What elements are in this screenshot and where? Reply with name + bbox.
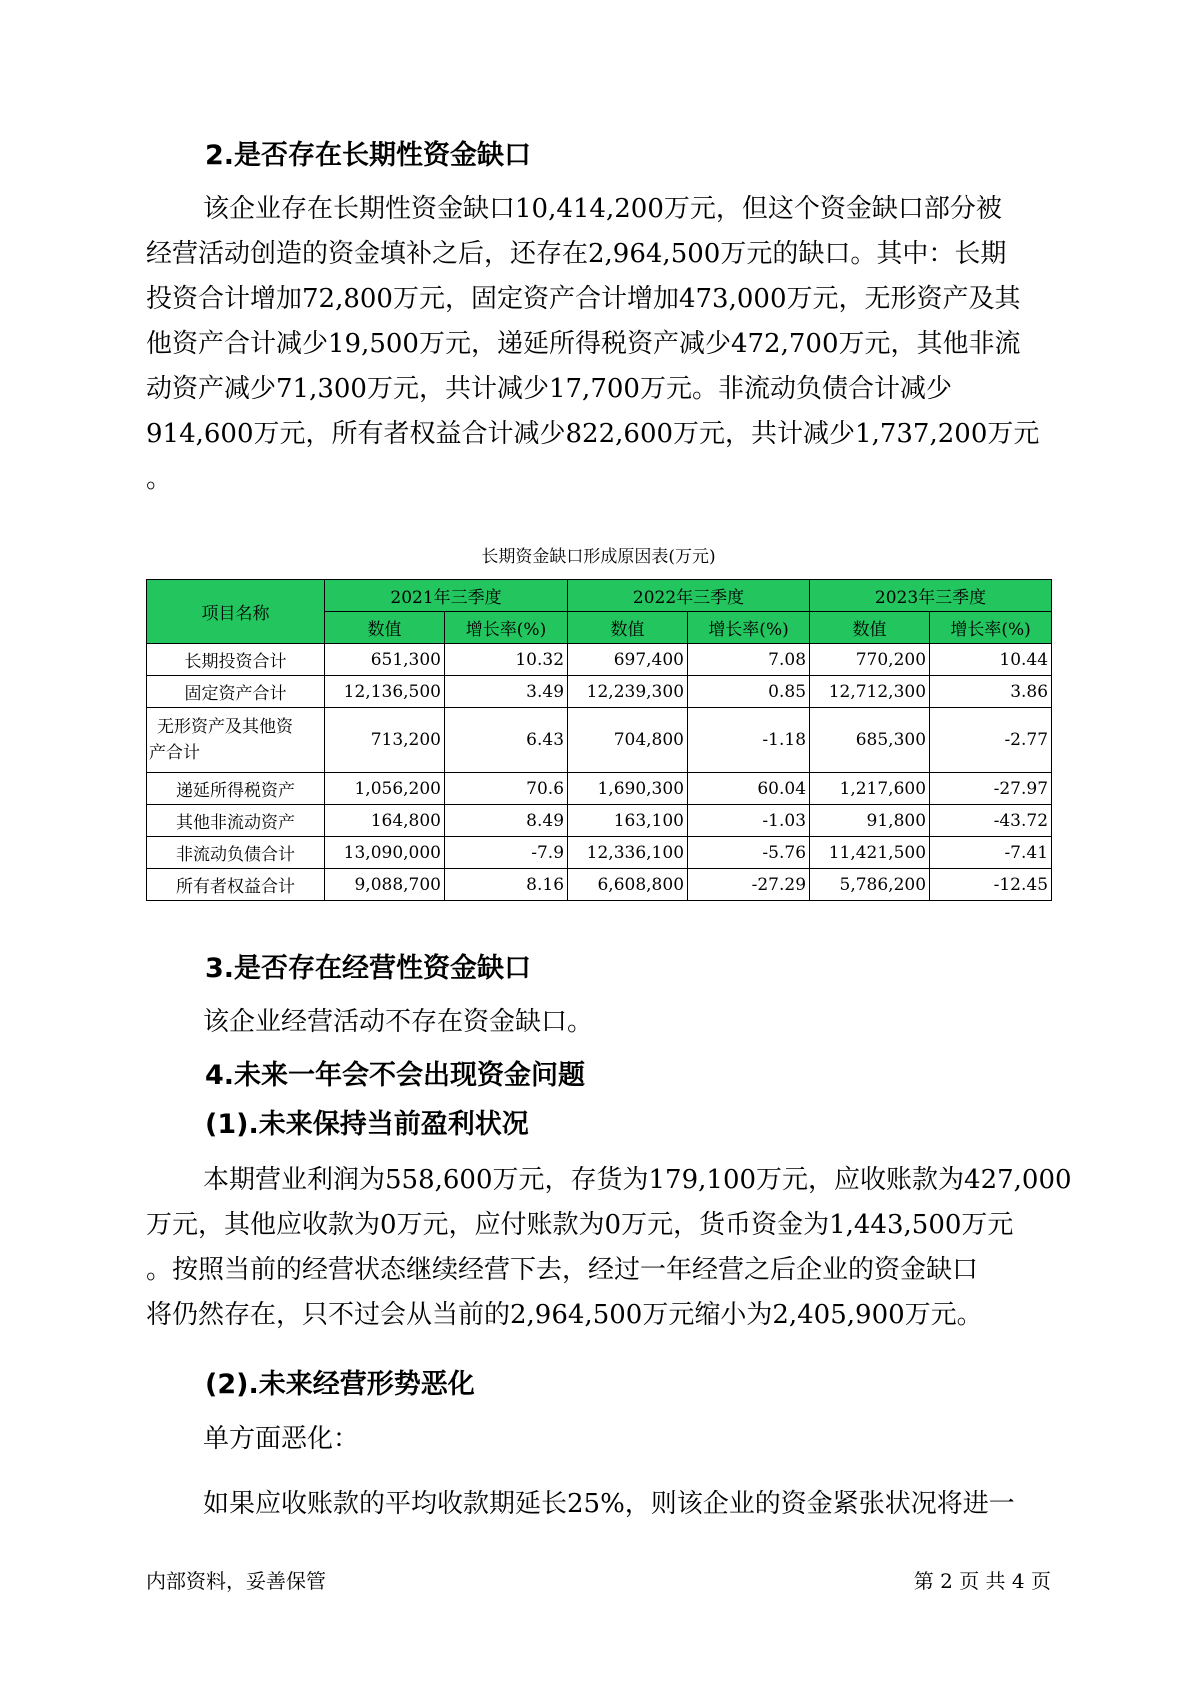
- cell-growth: 10.44: [930, 644, 1052, 676]
- cell-growth: -2.77: [930, 708, 1052, 773]
- cell-growth: -7.9: [445, 837, 568, 869]
- paragraph-long-term-gap: [146, 187, 1051, 502]
- cell-growth: 3.86: [930, 676, 1052, 708]
- cell-value: 12,136,500: [325, 676, 445, 708]
- cell-growth: 7.08: [688, 644, 810, 676]
- column-header-growth: 增长率(%): [930, 612, 1052, 644]
- text-line: 单方面恶化：: [203, 1424, 360, 1454]
- column-header-growth: 增长率(%): [445, 612, 568, 644]
- text-line: 他资产合计减少19,500万元，递延所得税资产减少472,700万元，其他非流: [146, 329, 1021, 359]
- long-term-gap-table: [146, 579, 1052, 901]
- cell-value: 1,690,300: [568, 773, 688, 805]
- cell-growth: -12.45: [930, 869, 1052, 901]
- row-name: [147, 708, 325, 773]
- cell-growth: -5.76: [688, 837, 810, 869]
- cell-value: 91,800: [810, 805, 930, 837]
- text-line: 投资合计增加72,800万元，固定资产合计增加473,000万元，无形资产及其: [146, 284, 1021, 314]
- footer-page-number: 第 2 页 共 4 页: [913, 1569, 1051, 1593]
- cell-value: 12,336,100: [568, 837, 688, 869]
- table-row: [147, 708, 1052, 773]
- subsection-heading-4-1: (1).未来保持当前盈利状况: [205, 1109, 529, 1140]
- table-row: [147, 869, 1052, 901]
- cell-growth: -43.72: [930, 805, 1052, 837]
- text-line: 该企业经营活动不存在资金缺口。: [203, 1007, 594, 1037]
- cell-growth: 8.16: [445, 869, 568, 901]
- cell-growth: 6.43: [445, 708, 568, 773]
- section-heading-2: 2.是否存在长期性资金缺口: [205, 140, 532, 171]
- cell-growth: 0.85: [688, 676, 810, 708]
- row-name: 其他非流动资产: [147, 805, 325, 837]
- cell-value: 704,800: [568, 708, 688, 773]
- table-row: [147, 676, 1052, 708]
- row-name: 非流动负债合计: [147, 837, 325, 869]
- section-heading-4: 4.未来一年会不会出现资金问题: [205, 1060, 586, 1091]
- text-line: 经营活动创造的资金填补之后，还存在2,964,500万元的缺口。其中：长期: [146, 239, 1007, 269]
- cell-growth: 10.32: [445, 644, 568, 676]
- row-name: 固定资产合计: [147, 676, 325, 708]
- cell-growth: 70.6: [445, 773, 568, 805]
- paragraph-receivables: [146, 1482, 1051, 1527]
- cell-value: 1,217,600: [810, 773, 930, 805]
- column-header-period: 2022年三季度: [568, 580, 810, 612]
- cell-value: 12,239,300: [568, 676, 688, 708]
- column-header-value: 数值: [810, 612, 930, 644]
- table-row: [147, 837, 1052, 869]
- cell-growth: -27.29: [688, 869, 810, 901]
- column-header-value: 数值: [325, 612, 445, 644]
- paragraph-current-profit: [146, 1158, 1072, 1338]
- cell-value: 697,400: [568, 644, 688, 676]
- text-line: 该企业存在长期性资金缺口10,414,200万元，但这个资金缺口部分被: [203, 194, 1002, 224]
- column-header-period: 2021年三季度: [325, 580, 568, 612]
- table-caption: 长期资金缺口形成原因表(万元): [481, 547, 716, 567]
- cell-growth: -1.03: [688, 805, 810, 837]
- subsection-heading-4-2: (2).未来经营形势恶化: [205, 1369, 475, 1400]
- cell-value: 685,300: [810, 708, 930, 773]
- cell-value: 651,300: [325, 644, 445, 676]
- column-header-value: 数值: [568, 612, 688, 644]
- text-line: 动资产减少71,300万元，共计减少17,700万元。非流动负债合计减少: [146, 374, 952, 404]
- cell-growth: 60.04: [688, 773, 810, 805]
- table-row: [147, 773, 1052, 805]
- text-line: 如果应收账款的平均收款期延长25%，则该企业的资金紧张状况将进一: [203, 1489, 1015, 1519]
- cell-value: 6,608,800: [568, 869, 688, 901]
- cell-value: 770,200: [810, 644, 930, 676]
- cell-growth: 3.49: [445, 676, 568, 708]
- column-header-growth: 增长率(%): [688, 612, 810, 644]
- cell-value: 713,200: [325, 708, 445, 773]
- table-row: [147, 644, 1052, 676]
- text-line: 914,600万元，所有者权益合计减少822,600万元，共计减少1,737,200万元: [146, 419, 1040, 449]
- cell-growth: 8.49: [445, 805, 568, 837]
- table-row: [147, 805, 1052, 837]
- cell-value: 163,100: [568, 805, 688, 837]
- cell-value: 164,800: [325, 805, 445, 837]
- row-name: 递延所得税资产: [147, 773, 325, 805]
- text-line: 万元，其他应收款为0万元，应付账款为0万元，货币资金为1,443,500万元: [146, 1210, 1014, 1240]
- cell-value: 12,712,300: [810, 676, 930, 708]
- cell-value: 11,421,500: [810, 837, 930, 869]
- text-line: 将仍然存在，只不过会从当前的2,964,500万元缩小为2,405,900万元。: [146, 1300, 983, 1330]
- cell-value: 1,056,200: [325, 773, 445, 805]
- section-heading-3: 3.是否存在经营性资金缺口: [205, 953, 532, 984]
- cell-growth: -27.97: [930, 773, 1052, 805]
- cell-value: 5,786,200: [810, 869, 930, 901]
- cell-growth: -1.18: [688, 708, 810, 773]
- text-line: 。按照当前的经营状态继续经营下去，经过一年经营之后企业的资金缺口: [146, 1255, 979, 1285]
- row-name-line: 产合计: [149, 743, 200, 763]
- paragraph-operating-gap: [146, 1000, 1051, 1045]
- column-header-period: 2023年三季度: [810, 580, 1052, 612]
- paragraph-one-sided: [146, 1417, 1051, 1462]
- cell-value: 9,088,700: [325, 869, 445, 901]
- cell-growth: -7.41: [930, 837, 1052, 869]
- footer-confidential: 内部资料，妥善保管: [146, 1569, 326, 1593]
- column-header-item-name: 项目名称: [147, 580, 325, 644]
- row-name: 长期投资合计: [147, 644, 325, 676]
- text-line: 。: [146, 464, 173, 494]
- row-name-line: 无形资产及其他资: [157, 717, 293, 737]
- row-name: 所有者权益合计: [147, 869, 325, 901]
- text-line: 本期营业利润为558,600万元，存货为179,100万元，应收账款为427,000: [203, 1165, 1072, 1195]
- cell-value: 13,090,000: [325, 837, 445, 869]
